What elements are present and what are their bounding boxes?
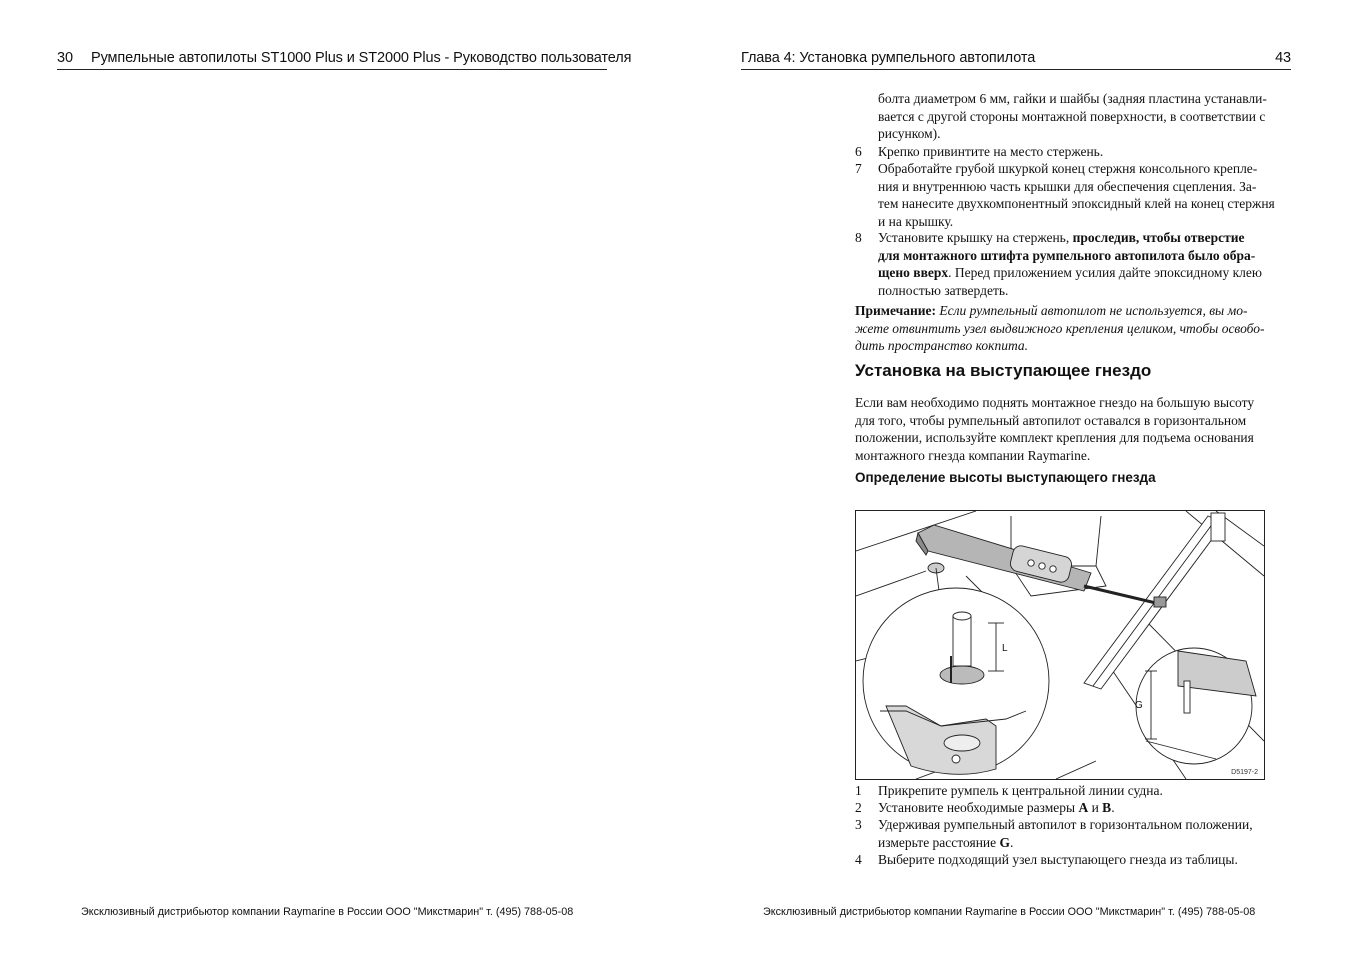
step-7-text: Обработайте грубой шкуркой конец стержня консольного крепле- ния и внутреннюю часть крышки для обеспечения сцепления. За- тем нанесите двухкомпонентный эпоксидный клей на конец стержня и на крышку. [878,161,1275,229]
step-2-text: Установите необходимые размеры A и B. [878,800,1115,815]
step-3-text: Удерживая румпельный автопилот в горизонтальном положении, измерьте расстояние G. [878,817,1253,850]
note-label: Примечание: [855,303,937,318]
step-4-text: Выберите подходящий узел выступающего гнезда из таблицы. [878,852,1238,867]
chapter-title: Глава 4: Установка румпельного автопилота [741,50,1036,66]
right-page-footer: Эксклюзивный дистрибьютор компании Raymarine в России ООО "Микстмарин" т. (495) 788-05-08 [763,906,1256,918]
dimension-label-G: G [1135,700,1143,711]
step-number: 8 [855,230,862,245]
step-number: 7 [855,161,862,176]
right-page-number: 43 [1275,50,1291,66]
figure-drawing [856,511,1264,779]
continued-step-text: болта диаметром 6 мм, гайки и шайбы (задняя пластина устанавли- вается с другой стороны монтажной поверхности, в соответствии с рисунком). [878,91,1267,141]
step-number: 1 [855,783,862,798]
section-heading: Установка на выступающее гнездо [855,361,1152,380]
figure-code: D5197-2 [1231,769,1258,776]
left-page-title: Румпельные автопилоты ST1000 Plus и ST2000 Plus - Руководство пользователя [91,50,632,66]
installation-figure [855,510,1265,780]
step-number: 6 [855,144,862,159]
step-number: 2 [855,800,862,815]
step-number: 4 [855,852,862,867]
note: Примечание: Если румпельный автопилот не используется, вы мо- жете отвинтить узел выдвижного крепления целиком, чтобы освобо- дить пространство кокпита. [855,303,1265,353]
step-8-text: Установите крышку на стержень, проследив, чтобы отверстие для монтажного штифта румпельного автопилота было обра- щено вверх. Перед приложением усилия дайте эпоксидному клею полностью затвердеть. [878,230,1262,298]
left-header-rule [57,69,607,70]
dimension-label-L: L [1002,643,1008,654]
left-page-footer: Эксклюзивный дистрибьютор компании Raymarine в России ООО "Микстмарин" т. (495) 788-05-08 [81,906,574,918]
right-page-header [741,48,1291,70]
section-text: Если вам необходимо поднять монтажное гнездо на большую высоту для того, чтобы румпельный автопилот оставался в горизонтальном положении, используйте комплект крепления для подъема основания монтажного гнезда компании Raymarine. [855,395,1255,463]
step-number: 3 [855,817,862,832]
left-page-header [57,48,632,70]
right-header-rule [741,69,1291,70]
subsection-heading: Определение высоты выступающего гнезда [855,470,1156,485]
step-6-text: Крепко привинтите на место стержень. [878,144,1104,159]
step-1-text: Прикрепите румпель к центральной линии судна. [878,783,1163,798]
left-page-number: 30 [57,50,73,66]
